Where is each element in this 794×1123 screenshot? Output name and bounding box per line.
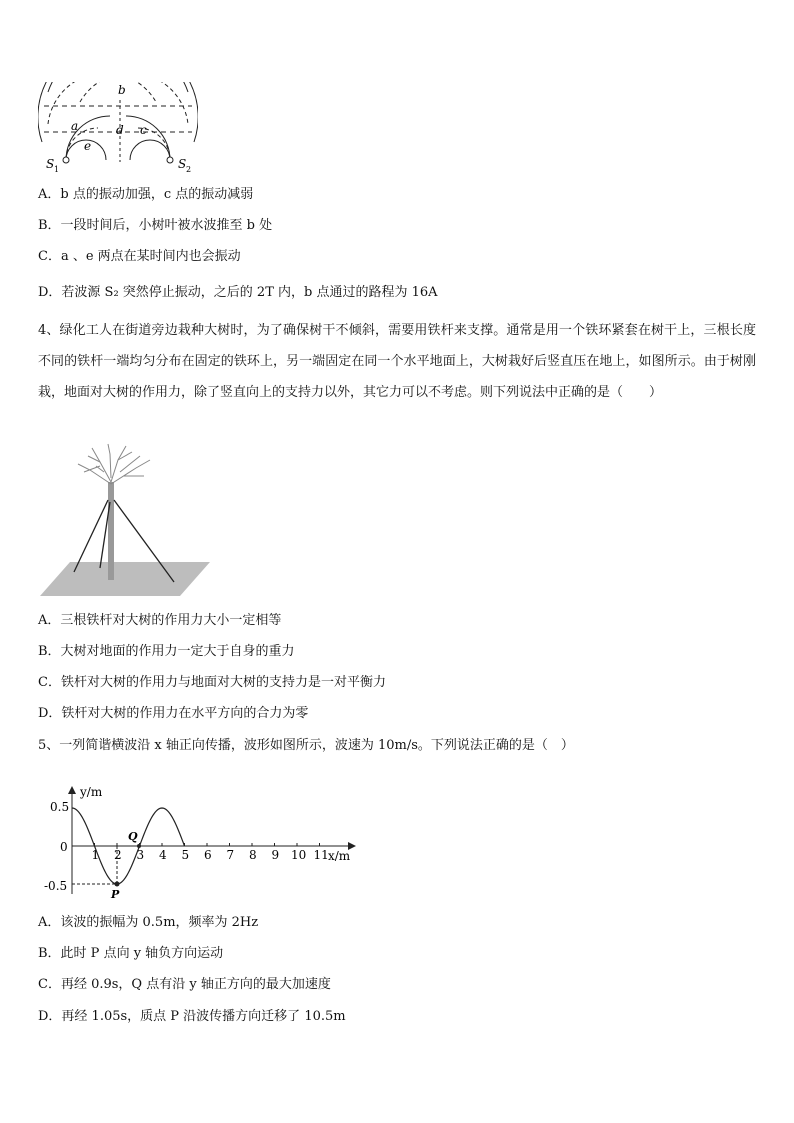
y-axis-label: y/m xyxy=(80,785,103,799)
x-tick-label-11: 11 xyxy=(313,848,329,862)
q4-option-a: A．三根铁杆对大树的作用力大小一定相等 xyxy=(38,613,282,628)
x-tick-label-7: 7 xyxy=(226,848,235,862)
q3-option-d: D．若波源 S₂ 突然停止振动，之后的 2T 内，b 点通过的路程为 16A xyxy=(38,285,438,300)
y-tick-0.5: 0.5 xyxy=(50,800,70,814)
source-s2-marker xyxy=(167,157,173,163)
label-s2: S xyxy=(178,157,187,171)
point-q-marker xyxy=(137,844,141,848)
q4-option-c: C．铁杆对大树的作用力与地面对大树的支持力是一对平衡力 xyxy=(38,675,386,690)
q4-stem: 4、绿化工人在街道旁边栽种大树时，为了确保树干不倾斜，需要用铁杆来支撑。通常是用一个铁环紧套在树干上，三根长度不同的铁杆一端均匀分布在固定的铁环上，另一端固定在同一个水平地面上，大树栽好后竖直压在地上，如图所示。由于树刚栽，地面对大树的作用力，除了竖直向上的支持力以外，其它力可以不考虑。则下列说法中正确的是（ ） xyxy=(38,323,756,400)
x-tick-label-9: 9 xyxy=(271,848,280,862)
x-tick-label-5: 5 xyxy=(181,848,190,862)
q4-option-b: B．大树对地面的作用力一定大于自身的重力 xyxy=(38,644,295,659)
point-p-marker xyxy=(115,882,120,887)
x-tick-label-1: 1 xyxy=(91,848,100,862)
label-d: d xyxy=(116,123,124,137)
label-s1-sub: 1 xyxy=(54,165,60,174)
y-tick-neg0.5: -0.5 xyxy=(44,879,68,893)
label-b: b xyxy=(118,83,126,97)
q3-option-c: C．a 、e 两点在某时间内也会振动 xyxy=(38,249,241,264)
label-q: Q xyxy=(128,830,138,843)
x-tick-label-8: 8 xyxy=(249,848,257,862)
q3-option-a: A．b 点的振动加强，c 点的振动减弱 xyxy=(38,187,254,202)
tree-support-figure xyxy=(40,442,212,598)
q5-option-c: C．再经 0.9s，Q 点有沿 y 轴正方向的最大加速度 xyxy=(38,977,331,992)
q4-option-d: D．铁杆对大树的作用力在水平方向的合力为零 xyxy=(38,706,309,721)
x-tick-label-2: 2 xyxy=(114,848,122,862)
wave-interference-figure xyxy=(38,82,198,174)
x-tick-label-4: 4 xyxy=(159,848,167,862)
x-tick-label-6: 6 xyxy=(204,848,212,862)
label-s2-sub: 2 xyxy=(186,165,192,174)
x-axis-label: x/m xyxy=(328,849,351,863)
y-tick-0: 0 xyxy=(60,840,68,854)
q5-option-b: B．此时 P 点向 y 轴负方向运动 xyxy=(38,946,224,961)
label-e: e xyxy=(84,139,92,153)
label-s1: S xyxy=(46,157,55,171)
q3-option-b: B．一段时间后，小树叶被水波推至 b 处 xyxy=(38,218,273,233)
x-tick-label-3: 3 xyxy=(136,848,145,862)
q5-option-a: A．该波的振幅为 0.5m，频率为 2Hz xyxy=(38,915,259,930)
label-p: P xyxy=(111,888,120,901)
source-s1-marker xyxy=(63,157,69,163)
label-c: c xyxy=(140,123,147,137)
q5-stem: 5、一列简谐横波沿 x 轴正向传播，波形如图所示，波速为 10m/s。下列说法正确的是（ ） xyxy=(38,738,574,753)
wave-graph xyxy=(40,782,360,902)
x-tick-label-10: 10 xyxy=(291,848,307,862)
label-a: a xyxy=(71,119,79,133)
q5-option-d: D．再经 1.05s，质点 P 沿波传播方向迁移了 10.5m xyxy=(38,1009,346,1024)
